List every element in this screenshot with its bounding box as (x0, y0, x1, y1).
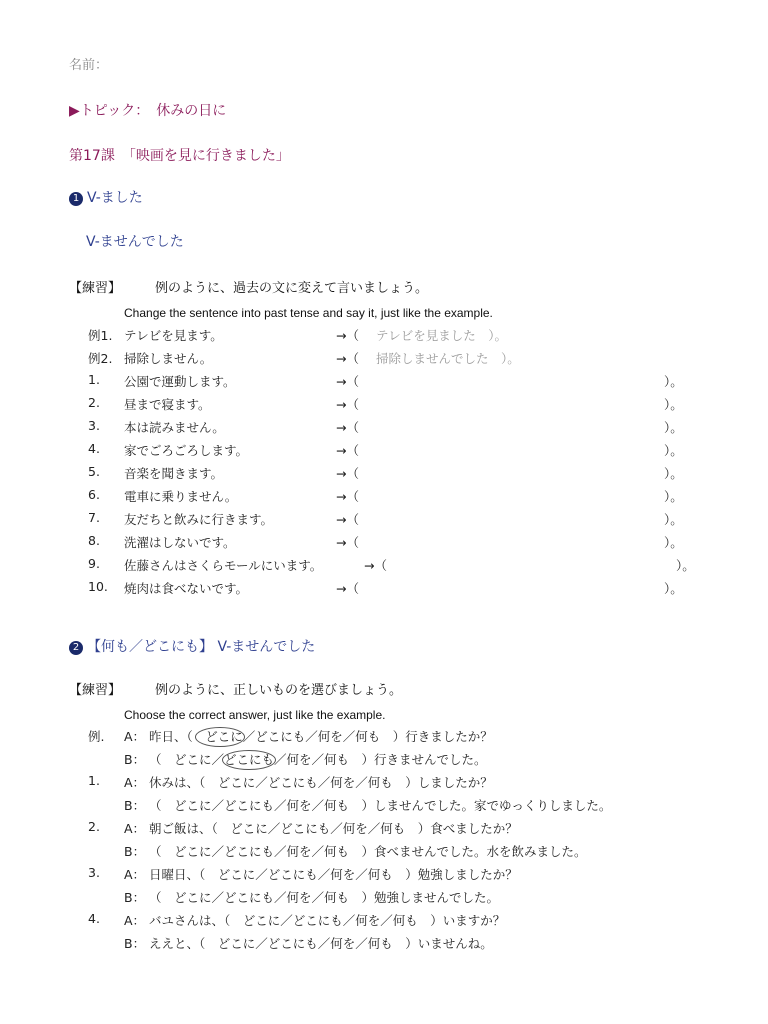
row-arrow: →（ (336, 581, 359, 596)
example-answer-circle-b (222, 750, 276, 770)
row-question: 昼まで寝ます。 (124, 397, 211, 412)
row-text: B： ええと、（ どこに／どこにも／何を／何も ）いませんね。 (124, 936, 493, 951)
row-question: 佐藤さんはさくらモールにいます。 (124, 558, 323, 573)
row-text: B： （ どこに／どこにも／何を／何も ）食べませんでした。水を飲みました。 (124, 844, 587, 859)
name-label: 名前： (69, 58, 109, 73)
row-arrow: →（ (336, 374, 359, 389)
row-close: ）。 (664, 374, 683, 389)
choice-row (88, 911, 728, 931)
exercise-row (88, 579, 708, 599)
choice-row (88, 727, 728, 747)
row-question: テレビを見ます。 (124, 328, 223, 343)
choice-row (88, 888, 728, 908)
row-text: A： 休みは、（ どこに／どこにも／何を／何も ）しましたか？ (124, 775, 493, 790)
row-question: 音楽を聞きます。 (124, 466, 224, 481)
row-label: 1. (88, 372, 100, 387)
row-close: ）。 (664, 581, 683, 596)
section1-title (69, 187, 143, 207)
row-question: 家でごろごろします。 (124, 443, 249, 458)
row-arrow: →（ (336, 351, 359, 366)
row-arrow: →（ (336, 420, 359, 435)
choice-row (88, 796, 728, 816)
section1-subtitle: V-ませんでした (86, 234, 184, 250)
practice-label: 【練習】 (69, 281, 122, 296)
exercise-row (88, 395, 708, 415)
row-arrow: →（ (336, 443, 359, 458)
row-text: A： バユさんは、（ どこに／どこにも／何を／何も ）いますか？ (124, 913, 506, 928)
row-close: ）。 (664, 512, 683, 527)
row-label: 3. (88, 865, 100, 880)
row-close: ）。 (664, 397, 683, 412)
row-label: 1. (88, 773, 100, 788)
row-text: B： （ どこに／どこにも／何を／何も ）勉強しませんでした。 (124, 890, 500, 905)
row-label: 3. (88, 418, 100, 433)
exercise-row (88, 487, 708, 507)
row-arrow: →（ (336, 466, 359, 481)
section2-practice (69, 679, 402, 698)
row-text: A： 日曜日、（ どこに／どこにも／何を／何も ）勉強しましたか？ (124, 867, 518, 882)
row-arrow: →（ (336, 489, 359, 504)
exercise-row (88, 533, 708, 553)
row-close: ）。 (664, 420, 683, 435)
row-close: ）。 (664, 489, 683, 504)
row-label: 例1. (88, 328, 113, 343)
row-close: ）。 (676, 558, 695, 573)
row-label: 6. (88, 487, 100, 502)
row-answer: 掃除しませんでした ）。 (376, 351, 520, 366)
exercise-row (88, 372, 708, 392)
exercise-row (88, 510, 708, 530)
choice-row (88, 865, 728, 885)
row-close: ）。 (664, 443, 683, 458)
row-question: 掃除しません。 (124, 351, 213, 366)
section2-number-badge: 2 (69, 641, 83, 655)
choice-row (88, 819, 728, 839)
instruction-en: Choose the correct answer, just like the example. (124, 708, 386, 722)
exercise-row (88, 349, 708, 369)
row-label: 9. (88, 556, 100, 571)
section1-title-text: V-ました (87, 190, 143, 206)
choice-row (88, 842, 728, 862)
row-question: 電車に乗りません。 (124, 489, 238, 504)
lesson-title: 第17課 「映画を見に行きました」 (69, 148, 290, 164)
example-answer-circle-a (195, 727, 245, 747)
instruction-en: Change the sentence into past tense and say it, just like the example. (124, 306, 493, 320)
topic-heading: ▶トピック： 休みの日に (69, 103, 227, 119)
row-label: 10. (88, 579, 108, 594)
row-arrow: →（ (336, 328, 359, 343)
exercise-row (88, 418, 708, 438)
row-label: 5. (88, 464, 100, 479)
row-arrow: →（ (364, 558, 387, 573)
row-text: B： （ どこに／どこにも／何を／何も ）行きませんでした。 (124, 752, 487, 767)
row-label: 4. (88, 441, 100, 456)
row-label: 7. (88, 510, 100, 525)
row-close: ）。 (664, 466, 683, 481)
section1-practice (69, 277, 428, 296)
row-answer: テレビを見ました ）。 (376, 328, 508, 343)
exercise-row (88, 441, 708, 461)
row-label: 8. (88, 533, 100, 548)
row-label: 2. (88, 395, 100, 410)
exercise2-list (88, 727, 728, 954)
row-arrow: →（ (336, 397, 359, 412)
row-question: 洗濯はしないです。 (124, 535, 236, 550)
row-label: 4. (88, 911, 100, 926)
row-text: B： （ どこに／どこにも／何を／何も ）しませんでした。家でゆっくりしました。 (124, 798, 612, 813)
section1-number-badge: 1 (69, 192, 83, 206)
row-text: A： 朝ご飯は、（ どこに／どこにも／何を／何も ）食べましたか？ (124, 821, 518, 836)
row-question: 本は読みません。 (124, 420, 225, 435)
instruction-jp: 例のように、過去の文に変えて言いましょう。 (155, 281, 429, 296)
row-question: 焼肉は食べないです。 (124, 581, 249, 596)
exercise-row (88, 464, 708, 484)
row-text: A： 昨日、（ どこに／どこにも／何を／何も ）行きましたか？ (124, 729, 493, 744)
row-close: ）。 (664, 535, 683, 550)
practice-label: 【練習】 (69, 683, 122, 698)
section2-title (69, 636, 315, 656)
exercise-row (88, 556, 708, 576)
instruction-jp: 例のように、正しいものを選びましょう。 (155, 683, 403, 698)
row-label: 2. (88, 819, 100, 834)
row-arrow: →（ (336, 512, 359, 527)
row-question: 公園で運動します。 (124, 374, 236, 389)
row-question: 友だちと飲みに行きます。 (124, 512, 274, 527)
choice-row (88, 934, 728, 954)
exercise1-list (88, 326, 708, 599)
exercise-row (88, 326, 708, 346)
row-arrow: →（ (336, 535, 359, 550)
choice-row (88, 750, 728, 770)
choice-row (88, 773, 728, 793)
section2-title-text: 【何も／どこにも】 V-ませんでした (87, 639, 316, 655)
row-label: 例. (88, 729, 105, 744)
row-label: 例2. (88, 351, 113, 366)
